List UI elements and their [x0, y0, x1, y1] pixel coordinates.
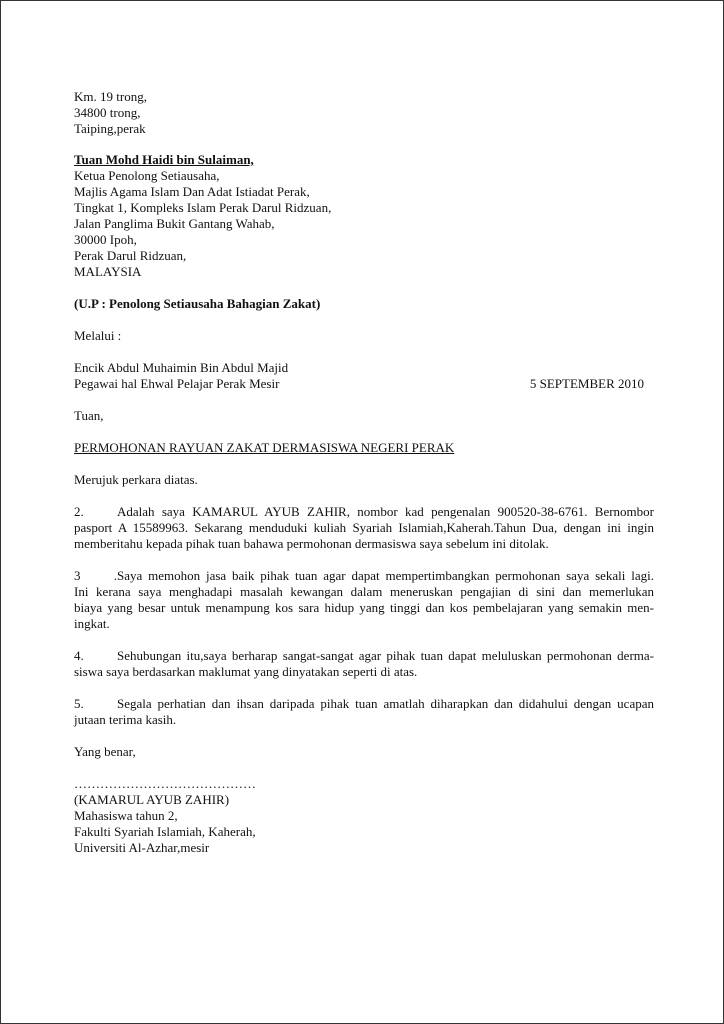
recipient-line: Perak Darul Ridzuan, [74, 248, 187, 263]
sender-address-line: 34800 trong, [74, 105, 141, 120]
paragraph-number: 5. [74, 696, 84, 711]
paragraph-line: memberitahu kepada pihak tuan bahawa permohonan dermasiswa saya sebelum ini ditolak. [74, 536, 549, 551]
paragraph-number: 2. [74, 504, 84, 519]
paragraph-line: Segala perhatian dan ihsan daripada pihak tuan amatlah diharapkan dan didahului dengan ucapan [117, 696, 654, 711]
via-title: Pegawai hal Ehwal Pelajar Perak Mesir [74, 376, 280, 391]
paragraph-line: Saya memohon jasa baik pihak tuan agar dapat mempertimbangkan permohonan saya sekali lagi. [117, 568, 654, 583]
signature-line: Mahasiswa tahun 2, [74, 808, 178, 823]
salutation: Tuan, [74, 408, 104, 423]
recipient-line: 30000 Ipoh, [74, 232, 137, 247]
paragraph-line: jutaan terima kasih. [74, 712, 177, 727]
paragraph-line: Sehubungan itu,saya berharap sangat-sangat agar pihak tuan dapat meluluskan permohonan derma- [117, 648, 654, 663]
subject-line: PERMOHONAN RAYUAN ZAKAT DERMASISWA NEGERI PERAK [74, 440, 455, 455]
paragraph-line: pasport A 15589963. Sekarang menduduki kuliah Syariah Islamiah,Kaherah.Tahun Dua, dengan ini ingin [74, 520, 654, 535]
letter-date: 5 SEPTEMBER 2010 [529, 376, 644, 391]
paragraph-line: siswa saya berdasarkan maklumat yang dinyatakan seperti di atas. [74, 664, 418, 679]
paragraph-4 [74, 648, 654, 680]
signature-line: Fakulti Syariah Islamiah, Kaherah, [74, 824, 256, 839]
paragraph-3 [74, 568, 654, 632]
recipient-line: Ketua Penolong Setiausaha, [74, 168, 220, 183]
paragraph-line: biaya yang besar untuk menampung kos sara hidup yang tinggi dan kos pembelajaran yang semakin men- [74, 600, 654, 615]
recipient-line: Tingkat 1, Kompleks Islam Perak Darul Ridzuan, [74, 200, 332, 215]
recipient-line: Jalan Panglima Bukit Gantang Wahab, [74, 216, 275, 231]
sender-address-line: Km. 19 trong, [74, 89, 147, 104]
closing: Yang benar, [74, 744, 136, 759]
paragraph-number: 3 . [74, 568, 117, 583]
via-title-row [74, 376, 644, 392]
recipient-line: MALAYSIA [74, 264, 142, 279]
reference-line: Merujuk perkara diatas. [74, 472, 198, 487]
signature-dots: …………………………………… [74, 776, 256, 791]
signature-line: Universiti Al-Azhar,mesir [74, 840, 210, 855]
attention-line: (U.P : Penolong Setiausaha Bahagian Zakat) [74, 296, 321, 311]
via-name: Encik Abdul Muhaimin Bin Abdul Majid [74, 360, 289, 375]
signature-name: (KAMARUL AYUB ZAHIR) [74, 792, 230, 807]
paragraph-line: Adalah saya KAMARUL AYUB ZAHIR, nombor kad pengenalan 900520-38-6761. Bernombor [117, 504, 654, 519]
recipient-block [74, 152, 654, 280]
paragraph-2 [74, 504, 654, 552]
recipient-line: Majlis Agama Islam Dan Adat Istiadat Perak, [74, 184, 310, 199]
paragraph-line: Ini kerana saya menghadapi masalah kewangan dalam meneruskan pengajian di sini dan memerlukan [74, 584, 654, 599]
paragraph-5 [74, 696, 654, 728]
paragraph-line: ingkat. [74, 616, 110, 631]
recipient-name: Tuan Mohd Haidi bin Sulaiman, [74, 152, 254, 167]
paragraph-number: 4. [74, 648, 84, 663]
sender-address-line: Taiping,perak [74, 121, 146, 136]
via-label: Melalui : [74, 328, 122, 343]
letter-body [74, 89, 654, 856]
sender-address [74, 89, 654, 137]
